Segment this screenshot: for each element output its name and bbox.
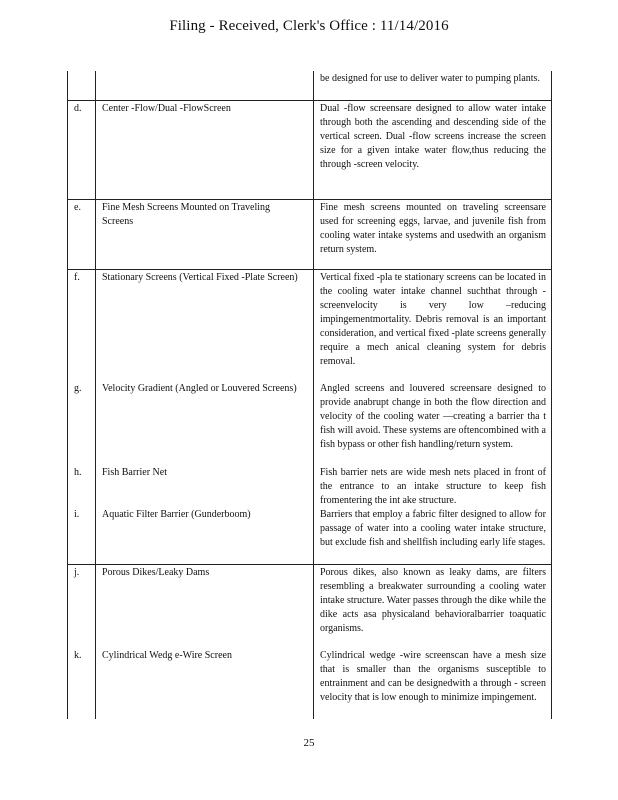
row-letter: h. <box>74 467 82 478</box>
row-letter: k. <box>74 650 82 661</box>
row-description: Barriers that employ a fabric filter designed to allow for passage of water into a cooling water intake structure, but exclude fish and shellfish including early life stages. <box>320 509 546 548</box>
row-letter: g. <box>74 383 82 394</box>
row-description: Vertical fixed -pla te stationary screens can be located in the cooling water intake channel suchthat through - screenvelocity is very low –reducing impingementmortality. Debris removal is an important consideration, and vertical fixed -plate screens generally require a mech anical cleaning system for debris removal. <box>320 272 546 367</box>
row-technology-name: Stationary Screens (Vertical Fixed -Plate Screen) <box>102 272 298 283</box>
row-technology-name: Fine Mesh Screens Mounted on Traveling Screens <box>102 202 271 227</box>
table-row <box>68 199 551 270</box>
row-technology-name: Fish Barrier Net <box>102 467 167 478</box>
table-row <box>68 71 551 100</box>
row-technology-name: Velocity Gradient (Angled or Louvered Screens) <box>102 383 297 394</box>
row-letter: e. <box>74 202 81 213</box>
page-number: 25 <box>303 737 315 749</box>
row-technology-name: Porous Dikes/Leaky Dams <box>102 567 210 578</box>
row-description: Dual -flow screensare designed to allow water intake through both the ascending and descending side of the vertical screen. Dual -flow screens increase the screen size for a given intake water flow,thus reducing the through -screen velocity. <box>320 103 546 170</box>
table-row <box>68 269 551 384</box>
page-header: Filing - Received, Clerk's Office : 11/14/2016 <box>169 18 449 34</box>
table-row <box>68 100 551 200</box>
row-letter: i. <box>74 509 80 520</box>
row-letter: d. <box>74 103 82 114</box>
table-row <box>68 564 551 649</box>
table-row <box>68 648 551 719</box>
row-technology-name: Cylindrical Wedg e-Wire Screen <box>102 650 232 661</box>
screen-technologies-table <box>67 71 552 719</box>
row-description: Cylindrical wedge -wire screenscan have a mesh size that is smaller than the organisms susceptible to entrainment and can be designedwith a through - screen velocity that is low enough to minimize impingement. <box>320 650 546 703</box>
row-description: be designed for use to deliver water to pumping plants. <box>320 73 540 84</box>
row-letter: j. <box>74 567 80 578</box>
table-row <box>68 465 551 507</box>
row-description: Fine mesh screens mounted on traveling screensare used for screening eggs, larvae, and juvenile fish from cooling water intake systems and usedwith an organism return system. <box>320 202 546 255</box>
row-technology-name: Center -Flow/Dual -FlowScreen <box>102 103 231 114</box>
row-description: Angled screens and louvered screensare designed to provide anabrupt change in both the flow direction and velocity of the cooling water —creating a barrier tha t fish will avoid. These systems are oftencombined with a fish bypass or other fish handling/return system. <box>320 383 546 450</box>
table-row <box>68 381 551 465</box>
row-description: Fish barrier nets are wide mesh nets placed in front of the entrance to an intake structure to keep fish fromentering the int ake structure. <box>320 467 546 506</box>
row-description: Porous dikes, also known as leaky dams, are filters resembling a breakwater surrounding a cooling water intake structure. Water passes through the dike while the dike acts asa physicaland behavioralbarrier toaquatic organisms. <box>320 567 546 634</box>
table-row <box>68 507 551 564</box>
row-technology-name: Aquatic Filter Barrier (Gunderboom) <box>102 509 251 520</box>
row-letter: f. <box>74 272 80 283</box>
